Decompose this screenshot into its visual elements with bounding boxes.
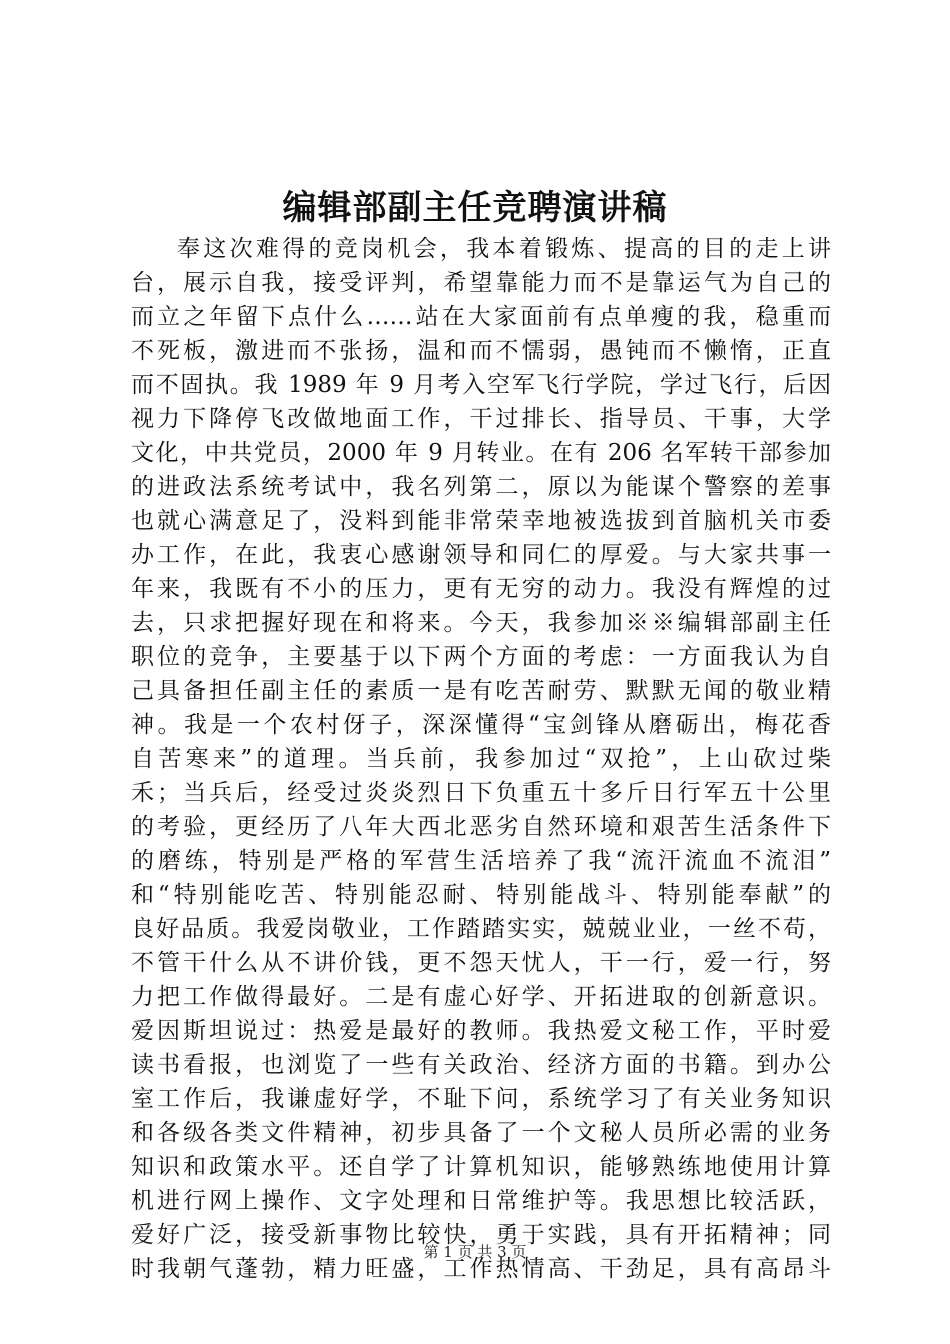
body-text-line: 不死板，激进而不张扬，温和而不懦弱，愚钝而不懒惰，正直 — [131, 338, 831, 364]
body-text-line: 读书看报，也浏览了一些有关政治、经济方面的书籍。到办公 — [131, 1052, 831, 1078]
body-text-line: 也就心满意足了，没料到能非常荣幸地被选拔到首脑机关市委 — [131, 508, 831, 534]
body-text-line: 的考验，更经历了八年大西北恶劣自然环境和艰苦生活条件下 — [131, 814, 831, 840]
body-text-line: 自苦寒来”的道理。当兵前，我参加过“双抢”，上山砍过柴 — [131, 746, 831, 772]
body-text-line: 良好品质。我爱岗敬业，工作踏踏实实，兢兢业业，一丝不苟， — [131, 916, 831, 942]
body-text-line: 去，只求把握好现在和将来。今天，我参加※※编辑部副主任 — [131, 610, 831, 636]
body-text-line: 的磨练，特别是严格的军营生活培养了我“流汗流血不流泪” — [131, 848, 831, 874]
body-text-line: 的进政法系统考试中，我名列第二，原以为能谋个警察的差事 — [131, 474, 831, 500]
body-text-line: 而不固执。我 1989 年 9 月考入空军飞行学院，学过飞行，后因 — [131, 372, 831, 398]
body-text-line: 而立之年留下点什么……站在大家面前有点单瘦的我，稳重而 — [131, 304, 831, 330]
body-text-line: 文化，中共党员，2000 年 9 月转业。在有 206 名军转干部参加 — [131, 440, 831, 466]
body-text-line: 己具备担任副主任的素质一是有吃苦耐劳、默默无闻的敬业精 — [131, 678, 831, 704]
body-text-line: 不管干什么从不讲价钱，更不怨天忧人，干一行，爱一行，努 — [131, 950, 831, 976]
body-text-line: 力把工作做得最好。二是有虚心好学、开拓进取的创新意识。 — [131, 984, 831, 1010]
document-body — [131, 232, 831, 1286]
body-text-line: 神。我是一个农村伢子，深深懂得“宝剑锋从磨砺出，梅花香 — [131, 712, 831, 738]
body-text-line: 知识和政策水平。还自学了计算机知识，能够熟练地使用计算 — [131, 1154, 831, 1180]
body-text-line: 职位的竞争，主要基于以下两个方面的考虑：一方面我认为自 — [131, 644, 831, 670]
body-text-line: 视力下降停飞改做地面工作，干过排长、指导员、干事，大学 — [131, 406, 831, 432]
body-text-line: 爱好广泛，接受新事物比较快，勇于实践，具有开拓精神；同 — [131, 1222, 831, 1248]
document-title: 编辑部副主任竞聘演讲稿 — [282, 188, 668, 228]
body-text-line: 时我朝气蓬勃，精力旺盛，工作热情高、干劲足，具有高昂斗 — [131, 1256, 831, 1282]
body-text-line: 爱因斯坦说过：热爱是最好的教师。我热爱文秘工作，平时爱 — [131, 1018, 831, 1044]
body-text-line: 台，展示自我，接受评判，希望靠能力而不是靠运气为自己的 — [131, 270, 831, 296]
body-text-line: 禾；当兵后，经受过炎炎烈日下负重五十多斤日行军五十公里 — [131, 780, 831, 806]
body-text-line: 机进行网上操作、文字处理和日常维护等。我思想比较活跃， — [131, 1188, 831, 1214]
body-text-line: 奉这次难得的竞岗机会，我本着锻炼、提高的目的走上讲 — [177, 236, 831, 262]
body-text-line: 和各级各类文件精神，初步具备了一个文秘人员所必需的业务 — [131, 1120, 831, 1146]
body-text-line: 办工作，在此，我衷心感谢领导和同仁的厚爱。与大家共事一 — [131, 542, 831, 568]
page-footer: 第 1 页 共 3 页 — [423, 1243, 527, 1261]
body-text-line: 年来，我既有不小的压力，更有无穷的动力。我没有辉煌的过 — [131, 576, 831, 602]
body-text-line: 和“特别能吃苦、特别能忍耐、特别能战斗、特别能奉献”的 — [131, 882, 831, 908]
body-text-line: 室工作后，我谦虚好学，不耻下问，系统学习了有关业务知识 — [131, 1086, 831, 1112]
